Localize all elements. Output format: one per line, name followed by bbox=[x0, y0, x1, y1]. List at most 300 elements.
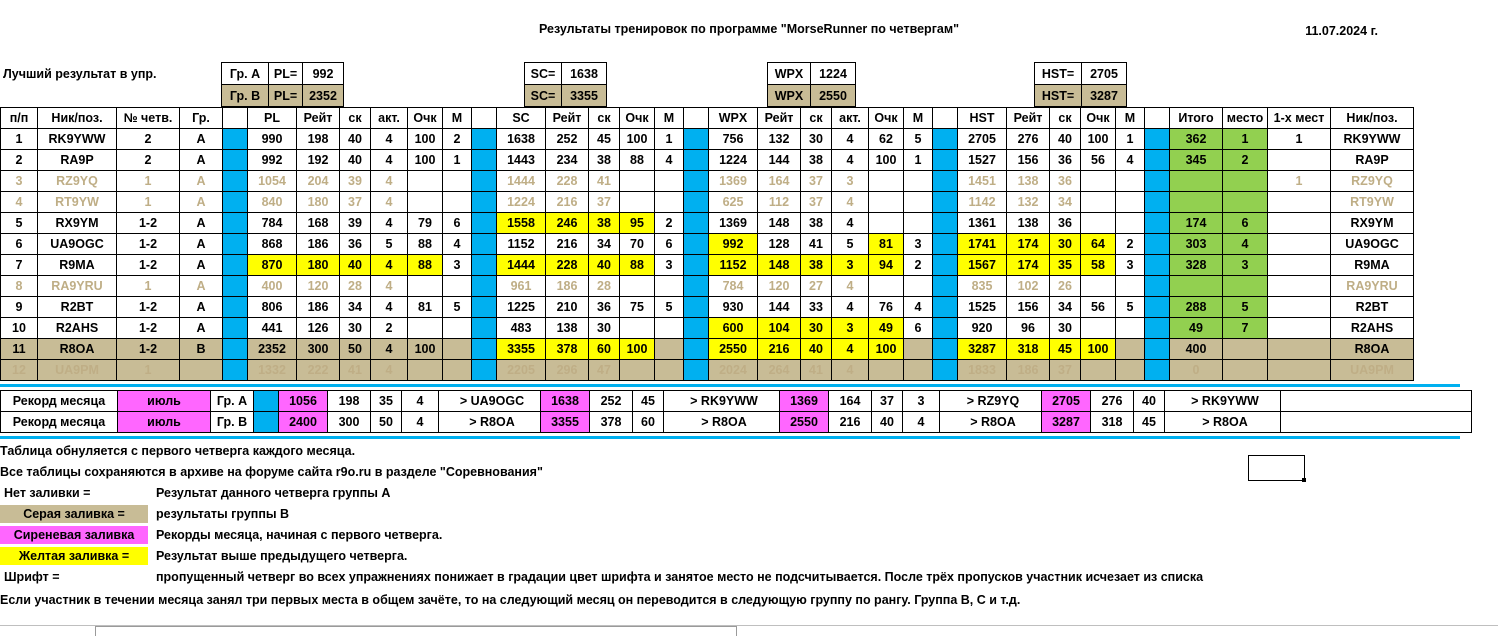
cell-gr: A bbox=[180, 213, 223, 234]
cell-pl_s: 28 bbox=[340, 276, 371, 297]
cell-hst_s: 37 bbox=[1050, 360, 1081, 381]
legend-text: результаты группы В bbox=[156, 506, 290, 521]
cell-nick: UA9OGC bbox=[38, 234, 117, 255]
cell-wpx_s: 38 bbox=[801, 213, 832, 234]
cell-hst: 1527 bbox=[958, 150, 1007, 171]
table-row[interactable] bbox=[1, 297, 1414, 318]
cell-wpx_o bbox=[869, 276, 904, 297]
table-row[interactable] bbox=[1, 255, 1414, 276]
cell-pl_m: 2 bbox=[443, 129, 472, 150]
cell-wpx_m: 4 bbox=[904, 297, 933, 318]
cell-total: 303 bbox=[1170, 234, 1223, 255]
cell-pl_s: 30 bbox=[340, 318, 371, 339]
cell-sc: 2205 bbox=[497, 360, 546, 381]
cell-pl: 992 bbox=[248, 150, 297, 171]
cell-sc_s: 38 bbox=[589, 150, 620, 171]
divider-top bbox=[0, 384, 1460, 387]
hst-value-b: 3287 bbox=[1082, 85, 1127, 107]
cell-wpx_m bbox=[904, 192, 933, 213]
cell-sc_m bbox=[655, 276, 684, 297]
cell-pl_o: 81 bbox=[408, 297, 443, 318]
spacer-cell bbox=[1145, 339, 1170, 360]
record-cell: 216 bbox=[829, 412, 872, 433]
col-header: ск bbox=[801, 108, 832, 129]
cell-pl_a: 4 bbox=[371, 213, 408, 234]
cell-hst_s: 26 bbox=[1050, 276, 1081, 297]
record-cell: 4 bbox=[903, 412, 940, 433]
spacer-cell bbox=[933, 276, 958, 297]
spacer-cell bbox=[684, 192, 709, 213]
cell-pl_m bbox=[443, 339, 472, 360]
col-header: M bbox=[443, 108, 472, 129]
cell-pl_m: 6 bbox=[443, 213, 472, 234]
cell-sc_r: 234 bbox=[546, 150, 589, 171]
cell-wpx_o: 49 bbox=[869, 318, 904, 339]
cell-nick2: RZ9YQ bbox=[1331, 171, 1414, 192]
table-row[interactable] bbox=[1, 192, 1414, 213]
cell-wpx_o bbox=[869, 213, 904, 234]
spacer-cell bbox=[472, 297, 497, 318]
results-table bbox=[0, 107, 1414, 381]
cell-nick: RZ9YQ bbox=[38, 171, 117, 192]
cell-pl_m: 5 bbox=[443, 297, 472, 318]
cell-gr: A bbox=[180, 255, 223, 276]
col-header: ск bbox=[340, 108, 371, 129]
cell-pl: 400 bbox=[248, 276, 297, 297]
cell-hst_r: 156 bbox=[1007, 297, 1050, 318]
col-header: акт. bbox=[371, 108, 408, 129]
cell-sc_m: 2 bbox=[655, 213, 684, 234]
cell-gr: A bbox=[180, 297, 223, 318]
cell-wpx: 600 bbox=[709, 318, 758, 339]
pl-value-b: 2352 bbox=[303, 85, 344, 107]
cell-sc_m: 5 bbox=[655, 297, 684, 318]
cell-gr: A bbox=[180, 234, 223, 255]
cell-hst_o bbox=[1081, 318, 1116, 339]
cell-np: 10 bbox=[1, 318, 38, 339]
cell-sc_r: 252 bbox=[546, 129, 589, 150]
cell-sc_r: 186 bbox=[546, 276, 589, 297]
cell-wpx_a: 4 bbox=[832, 276, 869, 297]
cell-sc_r: 228 bbox=[546, 255, 589, 276]
cell-hst_m bbox=[1116, 318, 1145, 339]
record-cell: 4 bbox=[402, 391, 439, 412]
cell-wpx_r: 144 bbox=[758, 297, 801, 318]
cell-sc_m bbox=[655, 192, 684, 213]
cell-wpx: 1369 bbox=[709, 213, 758, 234]
hst-label-b: HST= bbox=[1035, 85, 1082, 107]
spacer-cell bbox=[933, 213, 958, 234]
cell-pl_s: 39 bbox=[340, 213, 371, 234]
spacer-cell bbox=[1145, 171, 1170, 192]
cell-pl_m bbox=[443, 192, 472, 213]
cell-pl_r: 186 bbox=[297, 234, 340, 255]
cell-gr: B bbox=[180, 339, 223, 360]
cell-total: 174 bbox=[1170, 213, 1223, 234]
cell-pl_a: 4 bbox=[371, 171, 408, 192]
record-cell: > R8OA bbox=[439, 412, 541, 433]
legend-key: Серая заливка = bbox=[0, 505, 148, 523]
cell-hst_r: 138 bbox=[1007, 213, 1050, 234]
col-header bbox=[472, 108, 497, 129]
spacer-cell bbox=[1145, 360, 1170, 381]
cell-wpx: 1224 bbox=[709, 150, 758, 171]
cell-pl_s: 40 bbox=[340, 150, 371, 171]
record-cell: 40 bbox=[1134, 391, 1165, 412]
cell-hst_s: 36 bbox=[1050, 213, 1081, 234]
record-cell: 300 bbox=[328, 412, 371, 433]
page-title: Результаты тренировок по программе "MorseRunner по четвергам" bbox=[538, 22, 960, 36]
sc-value-b: 3355 bbox=[562, 85, 607, 107]
cell-hst_m bbox=[1116, 171, 1145, 192]
cell-hst_o: 56 bbox=[1081, 297, 1116, 318]
cell-gr bbox=[180, 360, 223, 381]
cell-sc_m bbox=[655, 171, 684, 192]
legend-item bbox=[0, 524, 1490, 545]
cell-pl_m bbox=[443, 276, 472, 297]
cell-hst_s: 34 bbox=[1050, 297, 1081, 318]
col-header: место bbox=[1223, 108, 1268, 129]
cell-hst_o bbox=[1081, 171, 1116, 192]
spacer-cell bbox=[223, 234, 248, 255]
cell-sc: 3355 bbox=[497, 339, 546, 360]
cell-pl_r: 198 bbox=[297, 129, 340, 150]
cell-ch: 2 bbox=[117, 150, 180, 171]
best-row-a bbox=[0, 63, 1127, 85]
spacer-cell bbox=[472, 192, 497, 213]
cell-total: 400 bbox=[1170, 339, 1223, 360]
record-cell bbox=[1281, 391, 1472, 412]
cell-pl_o: 100 bbox=[408, 150, 443, 171]
cell-hst_s: 30 bbox=[1050, 318, 1081, 339]
col-header bbox=[684, 108, 709, 129]
spacer-cell bbox=[472, 150, 497, 171]
cell-sc: 1224 bbox=[497, 192, 546, 213]
cell-place: 2 bbox=[1223, 150, 1268, 171]
col-header: SC bbox=[497, 108, 546, 129]
col-header: ск bbox=[1050, 108, 1081, 129]
cell-hst: 2705 bbox=[958, 129, 1007, 150]
record-cell: Гр. А bbox=[211, 391, 254, 412]
cell-nick: RX9YM bbox=[38, 213, 117, 234]
cell-ch: 1-2 bbox=[117, 213, 180, 234]
cell-pl_s: 37 bbox=[340, 192, 371, 213]
cell-sc: 1152 bbox=[497, 234, 546, 255]
cell-total bbox=[1170, 171, 1223, 192]
cell-wpx_m: 1 bbox=[904, 150, 933, 171]
cell-sc_m: 1 bbox=[655, 129, 684, 150]
spacer-cell bbox=[472, 129, 497, 150]
cell-wpx_s: 38 bbox=[801, 255, 832, 276]
record-cell: 198 bbox=[328, 391, 371, 412]
spacer-cell bbox=[1145, 255, 1170, 276]
spacer-cell bbox=[472, 339, 497, 360]
cell-ch: 1 bbox=[117, 360, 180, 381]
cell-firsts: 1 bbox=[1268, 171, 1331, 192]
cell-gr: A bbox=[180, 171, 223, 192]
cell-pl_m: 3 bbox=[443, 255, 472, 276]
col-header: 1-х мест bbox=[1268, 108, 1331, 129]
spacer-cell bbox=[223, 171, 248, 192]
record-cell: > UA9OGC bbox=[439, 391, 541, 412]
cell-wpx_m bbox=[904, 171, 933, 192]
spacer-cell bbox=[472, 234, 497, 255]
cell-gr: A bbox=[180, 318, 223, 339]
spacer-cell bbox=[933, 171, 958, 192]
cell-firsts: 1 bbox=[1268, 129, 1331, 150]
note-line-1: Таблица обнуляется с первого четверга каждого месяца. bbox=[0, 443, 356, 458]
cell-hst_m: 4 bbox=[1116, 150, 1145, 171]
wpx-value-b: 2550 bbox=[811, 85, 856, 107]
legend-key: Сиреневая заливка bbox=[0, 526, 148, 544]
cell-place: 4 bbox=[1223, 234, 1268, 255]
spacer-cell bbox=[223, 318, 248, 339]
record-cell: Рекорд месяца bbox=[1, 391, 118, 412]
record-cell: 40 bbox=[872, 412, 903, 433]
table-row[interactable] bbox=[1, 129, 1414, 150]
record-cell: 1369 bbox=[780, 391, 829, 412]
cell-place: 5 bbox=[1223, 297, 1268, 318]
cell-hst_o: 58 bbox=[1081, 255, 1116, 276]
cell-hst_o bbox=[1081, 360, 1116, 381]
record-cell: 3 bbox=[903, 391, 940, 412]
cell-hst_m bbox=[1116, 339, 1145, 360]
spacer-cell bbox=[1145, 276, 1170, 297]
cell-pl_r: 186 bbox=[297, 297, 340, 318]
cell-sc_o: 70 bbox=[620, 234, 655, 255]
cell-sc_r: 216 bbox=[546, 234, 589, 255]
legend-item bbox=[0, 566, 1490, 587]
cell-pl_o bbox=[408, 360, 443, 381]
cell-sc: 1444 bbox=[497, 171, 546, 192]
col-header: Очк bbox=[1081, 108, 1116, 129]
spacer-cell bbox=[684, 276, 709, 297]
cell-pl_r: 180 bbox=[297, 192, 340, 213]
cell-gr: A bbox=[180, 192, 223, 213]
cell-wpx_r: 164 bbox=[758, 171, 801, 192]
cell-wpx_r: 144 bbox=[758, 150, 801, 171]
table-row[interactable] bbox=[1, 360, 1414, 381]
cell-wpx_m bbox=[904, 360, 933, 381]
cell-pl_o bbox=[408, 192, 443, 213]
cell-sc_m bbox=[655, 360, 684, 381]
record-cell bbox=[254, 391, 279, 412]
record-cell: > R8OA bbox=[940, 412, 1042, 433]
cell-hst_s: 36 bbox=[1050, 171, 1081, 192]
cell-sc_r: 296 bbox=[546, 360, 589, 381]
col-header: Рейт bbox=[297, 108, 340, 129]
cell-pl_m bbox=[443, 318, 472, 339]
cell-place: 1 bbox=[1223, 129, 1268, 150]
group-a-label: Гр. А bbox=[222, 63, 269, 85]
cell-pl: 1054 bbox=[248, 171, 297, 192]
cell-np: 9 bbox=[1, 297, 38, 318]
cell-pl_s: 41 bbox=[340, 360, 371, 381]
spacer-cell bbox=[933, 255, 958, 276]
table-header-row bbox=[1, 108, 1414, 129]
cell-pl_s: 40 bbox=[340, 129, 371, 150]
cell-sc_o: 95 bbox=[620, 213, 655, 234]
cell-sc_m: 6 bbox=[655, 234, 684, 255]
table-row[interactable] bbox=[1, 318, 1414, 339]
cell-wpx_s: 27 bbox=[801, 276, 832, 297]
record-row bbox=[1, 391, 1472, 412]
cell-sc_r: 378 bbox=[546, 339, 589, 360]
table-row[interactable] bbox=[1, 339, 1414, 360]
table-row[interactable] bbox=[1, 150, 1414, 171]
cell-nick2: R8OA bbox=[1331, 339, 1414, 360]
cell-wpx_a: 4 bbox=[832, 129, 869, 150]
cell-wpx_o: 94 bbox=[869, 255, 904, 276]
record-cell: Рекорд месяца bbox=[1, 412, 118, 433]
cell-wpx_s: 41 bbox=[801, 234, 832, 255]
cell-place bbox=[1223, 171, 1268, 192]
cell-hst_m bbox=[1116, 360, 1145, 381]
cell-nick2: R2BT bbox=[1331, 297, 1414, 318]
spacer-cell bbox=[472, 318, 497, 339]
cell-nick2: RA9YRU bbox=[1331, 276, 1414, 297]
cell-wpx_r: 104 bbox=[758, 318, 801, 339]
cell-wpx_s: 37 bbox=[801, 192, 832, 213]
cell-pl_a: 4 bbox=[371, 129, 408, 150]
cell-sc: 1638 bbox=[497, 129, 546, 150]
cell-total bbox=[1170, 276, 1223, 297]
col-header: п/п bbox=[1, 108, 38, 129]
cell-pl: 784 bbox=[248, 213, 297, 234]
cell-pl: 441 bbox=[248, 318, 297, 339]
cell-gr: A bbox=[180, 276, 223, 297]
cell-hst_o: 100 bbox=[1081, 339, 1116, 360]
cell-firsts bbox=[1268, 234, 1331, 255]
cell-hst: 1361 bbox=[958, 213, 1007, 234]
cell-pl: 806 bbox=[248, 297, 297, 318]
best-results-block bbox=[0, 62, 1127, 107]
record-cell: июль bbox=[118, 412, 211, 433]
table-row[interactable] bbox=[1, 213, 1414, 234]
spacer-cell bbox=[1145, 234, 1170, 255]
cell-total: 49 bbox=[1170, 318, 1223, 339]
cell-hst_r: 174 bbox=[1007, 255, 1050, 276]
cell-hst: 1525 bbox=[958, 297, 1007, 318]
legend-key: Шрифт = bbox=[4, 569, 60, 584]
cell-wpx_r: 128 bbox=[758, 234, 801, 255]
legend-item bbox=[0, 482, 1490, 503]
cell-pl: 870 bbox=[248, 255, 297, 276]
col-header: Очк bbox=[408, 108, 443, 129]
cell-pl_s: 50 bbox=[340, 339, 371, 360]
cell-wpx_o: 100 bbox=[869, 150, 904, 171]
record-row bbox=[1, 412, 1472, 433]
cell-hst_r: 102 bbox=[1007, 276, 1050, 297]
empty-cell-box[interactable] bbox=[1248, 455, 1305, 481]
hst-label-a: HST= bbox=[1035, 63, 1082, 85]
cell-ch: 1-2 bbox=[117, 318, 180, 339]
cell-wpx: 1369 bbox=[709, 171, 758, 192]
cell-hst_s: 35 bbox=[1050, 255, 1081, 276]
cell-wpx_o bbox=[869, 360, 904, 381]
spacer-cell bbox=[223, 360, 248, 381]
group-b-label: Гр. В bbox=[222, 85, 269, 107]
record-cell: 60 bbox=[633, 412, 664, 433]
record-cell: 2705 bbox=[1042, 391, 1091, 412]
table-row[interactable] bbox=[1, 171, 1414, 192]
col-header: № четв. bbox=[117, 108, 180, 129]
spacer-cell bbox=[933, 150, 958, 171]
cell-sc: 1444 bbox=[497, 255, 546, 276]
cell-pl_a: 2 bbox=[371, 318, 408, 339]
record-cell: > R8OA bbox=[1165, 412, 1281, 433]
hst-value-a: 2705 bbox=[1082, 63, 1127, 85]
cell-sc_o bbox=[620, 318, 655, 339]
cell-hst_s: 36 bbox=[1050, 150, 1081, 171]
record-cell: 2400 bbox=[279, 412, 328, 433]
cell-pl_o: 79 bbox=[408, 213, 443, 234]
cell-sc_o: 100 bbox=[620, 129, 655, 150]
cell-hst_o: 56 bbox=[1081, 150, 1116, 171]
cell-nick: RA9YRU bbox=[38, 276, 117, 297]
cell-hst_o: 100 bbox=[1081, 129, 1116, 150]
cell-wpx_s: 41 bbox=[801, 360, 832, 381]
bottom-strip bbox=[95, 626, 737, 636]
cell-wpx: 930 bbox=[709, 297, 758, 318]
cell-nick2: R2AHS bbox=[1331, 318, 1414, 339]
col-header: ск bbox=[589, 108, 620, 129]
record-cell: 164 bbox=[829, 391, 872, 412]
legend-text: Рекорды месяца, начиная с первого четверга. bbox=[156, 527, 443, 542]
cell-pl_a: 4 bbox=[371, 297, 408, 318]
wpx-value-a: 1224 bbox=[811, 63, 856, 85]
cell-wpx_r: 148 bbox=[758, 213, 801, 234]
cell-sc_m bbox=[655, 339, 684, 360]
cell-wpx: 1152 bbox=[709, 255, 758, 276]
cell-pl_r: 192 bbox=[297, 150, 340, 171]
cell-pl: 2352 bbox=[248, 339, 297, 360]
record-cell: 1056 bbox=[279, 391, 328, 412]
record-cell: 2550 bbox=[780, 412, 829, 433]
spacer-cell bbox=[1145, 150, 1170, 171]
cell-wpx: 992 bbox=[709, 234, 758, 255]
cell-wpx_m: 2 bbox=[904, 255, 933, 276]
cell-wpx_s: 38 bbox=[801, 150, 832, 171]
cell-hst_o bbox=[1081, 192, 1116, 213]
cell-place bbox=[1223, 339, 1268, 360]
spacer-cell bbox=[933, 129, 958, 150]
cell-pl_s: 40 bbox=[340, 255, 371, 276]
record-cell: 37 bbox=[872, 391, 903, 412]
cell-pl_m: 1 bbox=[443, 150, 472, 171]
cell-sc_o: 75 bbox=[620, 297, 655, 318]
cell-hst_m bbox=[1116, 276, 1145, 297]
record-cell: 4 bbox=[402, 412, 439, 433]
table-row[interactable] bbox=[1, 234, 1414, 255]
col-header: M bbox=[655, 108, 684, 129]
col-header bbox=[223, 108, 248, 129]
cell-gr: A bbox=[180, 129, 223, 150]
cell-np: 3 bbox=[1, 171, 38, 192]
cell-hst_m: 5 bbox=[1116, 297, 1145, 318]
legend-key: Желтая заливка = bbox=[0, 547, 148, 565]
cell-sc: 961 bbox=[497, 276, 546, 297]
cell-firsts bbox=[1268, 192, 1331, 213]
cell-wpx_s: 30 bbox=[801, 129, 832, 150]
best-row-b bbox=[0, 85, 1127, 107]
cell-nick2: UA9PM bbox=[1331, 360, 1414, 381]
col-header: HST bbox=[958, 108, 1007, 129]
cell-np: 12 bbox=[1, 360, 38, 381]
cell-sc_r: 210 bbox=[546, 297, 589, 318]
col-header: Очк bbox=[620, 108, 655, 129]
table-row[interactable] bbox=[1, 276, 1414, 297]
